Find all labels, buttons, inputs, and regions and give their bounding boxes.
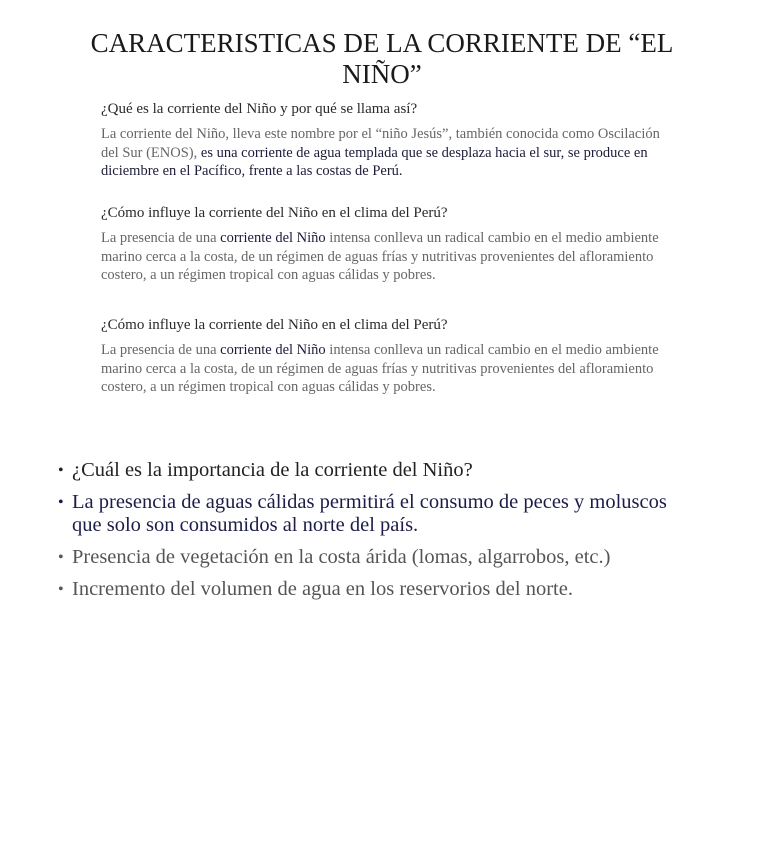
answer-text: intensa conlleva un radical cambio en el medio ambiente marino cerca a la costa, de un régimen de aguas frías y nutritivas provenientes del afloramiento costero, a un régimen tropical con aguas cálidas y pobres.	[101, 342, 659, 395]
bullet-marker: •	[58, 581, 64, 598]
bullet-text: ¿Cuál es la importancia de la corriente del Niño?	[72, 459, 473, 481]
bullet-item	[58, 578, 698, 601]
bullet-item	[58, 491, 698, 537]
section-answer	[101, 125, 671, 181]
section-question: ¿Qué es la corriente del Niño y por qué se llama así?	[101, 101, 418, 117]
section-question: ¿Cómo influye la corriente del Niño en el clima del Perú?	[101, 317, 448, 333]
qa-section-1	[101, 100, 671, 181]
bullet-text: La presencia de aguas cálidas permitirá el consumo de peces y moluscos que solo son consumidos al norte del país.	[72, 491, 667, 536]
answer-text: La corriente del Niño, lleva este nombre por el “niño Jesús”, también conocida como Oscilación del Sur (ENOS),	[101, 126, 660, 161]
answer-highlight: corriente del Niño	[220, 230, 326, 246]
qa-section-2	[101, 204, 671, 285]
qa-section-3	[101, 316, 671, 397]
answer-text: La presencia de una	[101, 342, 221, 358]
answer-text-emphasis: es una corriente de agua templada que se desplaza hacia el sur, se produce en diciembre en el Pacífico, frente a las costas de Perú.	[101, 144, 648, 179]
bullet-marker: •	[58, 494, 64, 511]
answer-text: intensa conlleva un radical cambio en el medio ambiente marino cerca a la costa, de un régimen de aguas frías y nutritivas provenientes del afloramiento costero, a un régimen tropical con aguas cálidas y pobres.	[101, 230, 659, 283]
bullet-text: Incremento del volumen de agua en los reservorios del norte.	[72, 578, 573, 600]
bullet-item	[58, 546, 698, 569]
section-answer	[101, 341, 671, 397]
answer-highlight: corriente del Niño	[220, 342, 326, 358]
bullet-item	[58, 459, 698, 482]
answer-text: La presencia de una	[101, 230, 221, 246]
section-answer	[101, 229, 671, 285]
page-title: CARACTERISTICAS DE LA CORRIENTE DE “EL NIÑO”	[90, 28, 674, 89]
bullet-marker: •	[58, 462, 64, 479]
bullet-list	[58, 459, 698, 610]
section-question: ¿Cómo influye la corriente del Niño en el clima del Perú?	[101, 205, 448, 221]
bullet-text: Presencia de vegetación en la costa árida (lomas, algarrobos, etc.)	[72, 546, 611, 568]
bullet-marker: •	[58, 549, 64, 566]
